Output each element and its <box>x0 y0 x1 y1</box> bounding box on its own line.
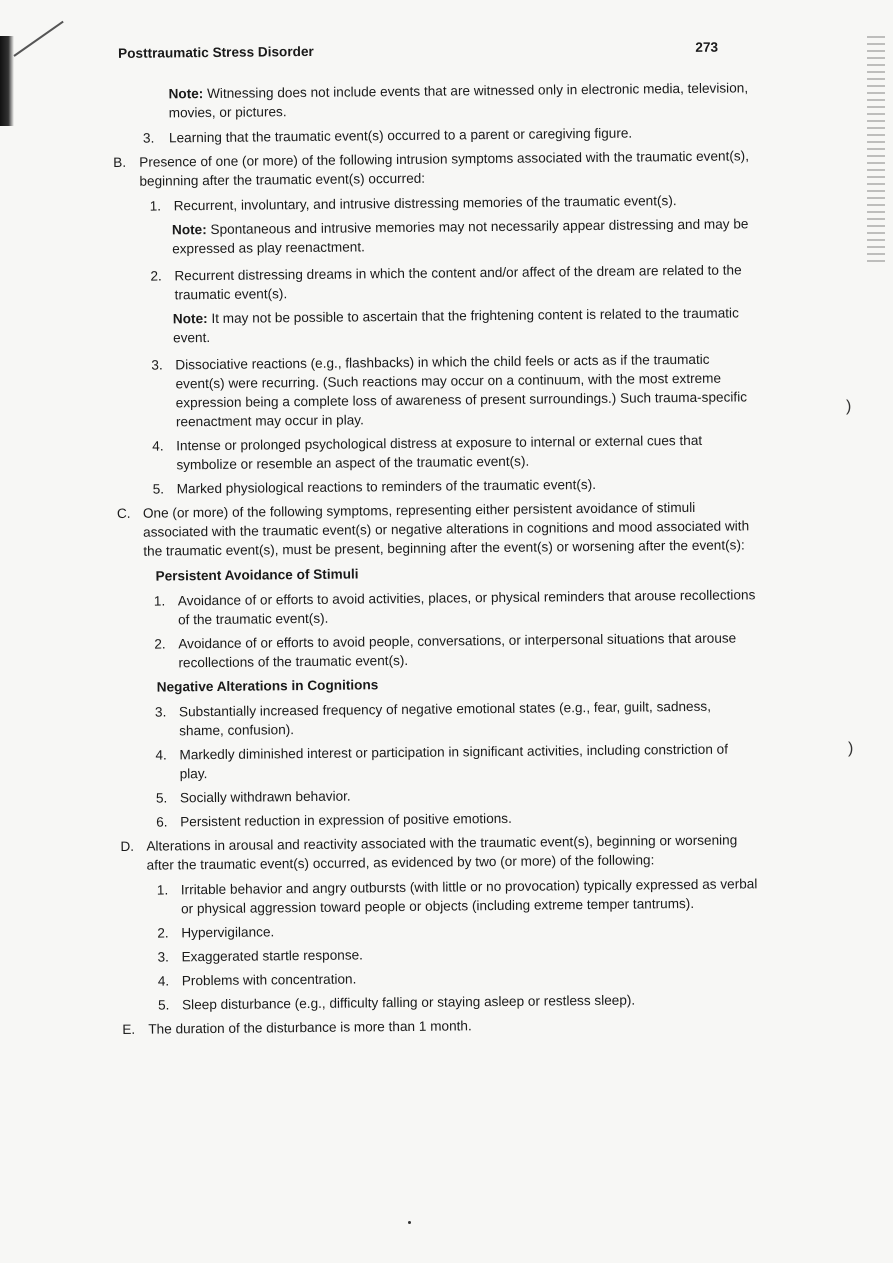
criterion-c: C. One (or more) of the following symptoms, representing either persistent avoidance of stimuli associated with the traumatic event(s) or negative alterations in cognitions and mood associated with the traumatic event(s), must be present, beginning after the event(s) or worsening after the event(s): <box>116 499 750 559</box>
list-item: 4. Markedly diminished interest or participation in significant activities, including constriction of play. <box>155 741 729 782</box>
page-header <box>118 37 752 63</box>
list-item: 5. Socially withdrawn behavior. <box>155 788 351 806</box>
list-item: 1. Recurrent, involuntary, and intrusive distressing memories of the traumatic event(s). <box>149 193 677 214</box>
criterion-b: B. Presence of one (or more) of the following intrusion symptoms associated with the traumatic event(s), beginning after the traumatic event(s) occurred: <box>113 148 750 189</box>
margin-paren: ) <box>846 398 852 415</box>
note: Note: It may not be possible to ascertain that the frightening content is related to the traumatic event. <box>172 305 739 346</box>
list-item: 5. Sleep disturbance (e.g., difficulty falling or staying asleep or restless sleep). <box>157 992 636 1013</box>
scan-dot <box>408 1221 411 1224</box>
subheading: Persistent Avoidance of Stimuli <box>155 566 359 584</box>
list-item: 4. Intense or prolonged psychological distress at exposure to internal or external cues that symbolize or resemble an aspect of the traumatic event(s). <box>152 432 703 473</box>
list-item: 3. Learning that the traumatic event(s) occurred to a parent or caregiving figure. <box>142 125 633 146</box>
margin-paren: ) <box>848 740 854 757</box>
list-item: 3. Substantially increased frequency of negative emotional states (e.g., fear, guilt, sadness, shame, confusion). <box>154 698 712 739</box>
list-item: 3. Exaggerated startle response. <box>157 947 363 965</box>
note: Note: Spontaneous and intrusive memories may not necessarily appear distressing and may be expressed as play reenactment. <box>171 216 749 257</box>
list-item: 2. Hypervigilance. <box>157 924 275 941</box>
list-item: 1. Avoidance of or efforts to avoid activities, places, or physical reminders that arouse recollections of the traumatic event(s). <box>153 587 756 628</box>
list-item: 3. Dissociative reactions (e.g., flashbacks) in which the child feels or acts as if the traumatic event(s) were recurring. (Such reactions may occur on a continuum, with the most extreme expression being a complete loss of awareness of present surroundings.) Such trauma-specific reenactment may occur in play. <box>151 351 748 430</box>
subheading: Negative Alterations in Cognitions <box>156 677 379 695</box>
scan-right-artifact <box>867 36 885 266</box>
list-item: 2. Avoidance of or efforts to avoid people, conversations, or interpersonal situations that arouse recollections of the traumatic event(s). <box>154 630 737 671</box>
criterion-d: D. Alterations in arousal and reactivity associated with the traumatic event(s), beginning or worsening after the traumatic event(s) occurred, as evidenced by two (or more) of the following: <box>120 832 738 873</box>
page-number: 273 <box>695 39 719 55</box>
list-item: 2. Recurrent distressing dreams in which the content and/or affect of the dream are related to the traumatic event(s). <box>150 262 742 303</box>
running-title: Posttraumatic Stress Disorder <box>118 43 314 61</box>
note: Note: Witnessing does not include events that are witnessed only in electronic media, television, movies, or pictures. <box>168 80 749 121</box>
list-item: 4. Problems with concentration. <box>157 971 357 989</box>
document-page <box>112 37 762 1045</box>
list-item: 1. Irritable behavior and angry outbursts (with little or no provocation) typically expressed as verbal or physical aggression toward people or objects (including extreme temper tantrums). <box>156 876 758 917</box>
list-item: 6. Persistent reduction in expression of positive emotions. <box>156 810 512 830</box>
criterion-e: E. The duration of the disturbance is more than 1 month. <box>122 1018 472 1037</box>
scan-edge-shadow <box>0 36 14 126</box>
list-item: 5. Marked physiological reactions to reminders of the traumatic event(s). <box>152 476 597 497</box>
scan-edge-mark <box>13 21 63 57</box>
